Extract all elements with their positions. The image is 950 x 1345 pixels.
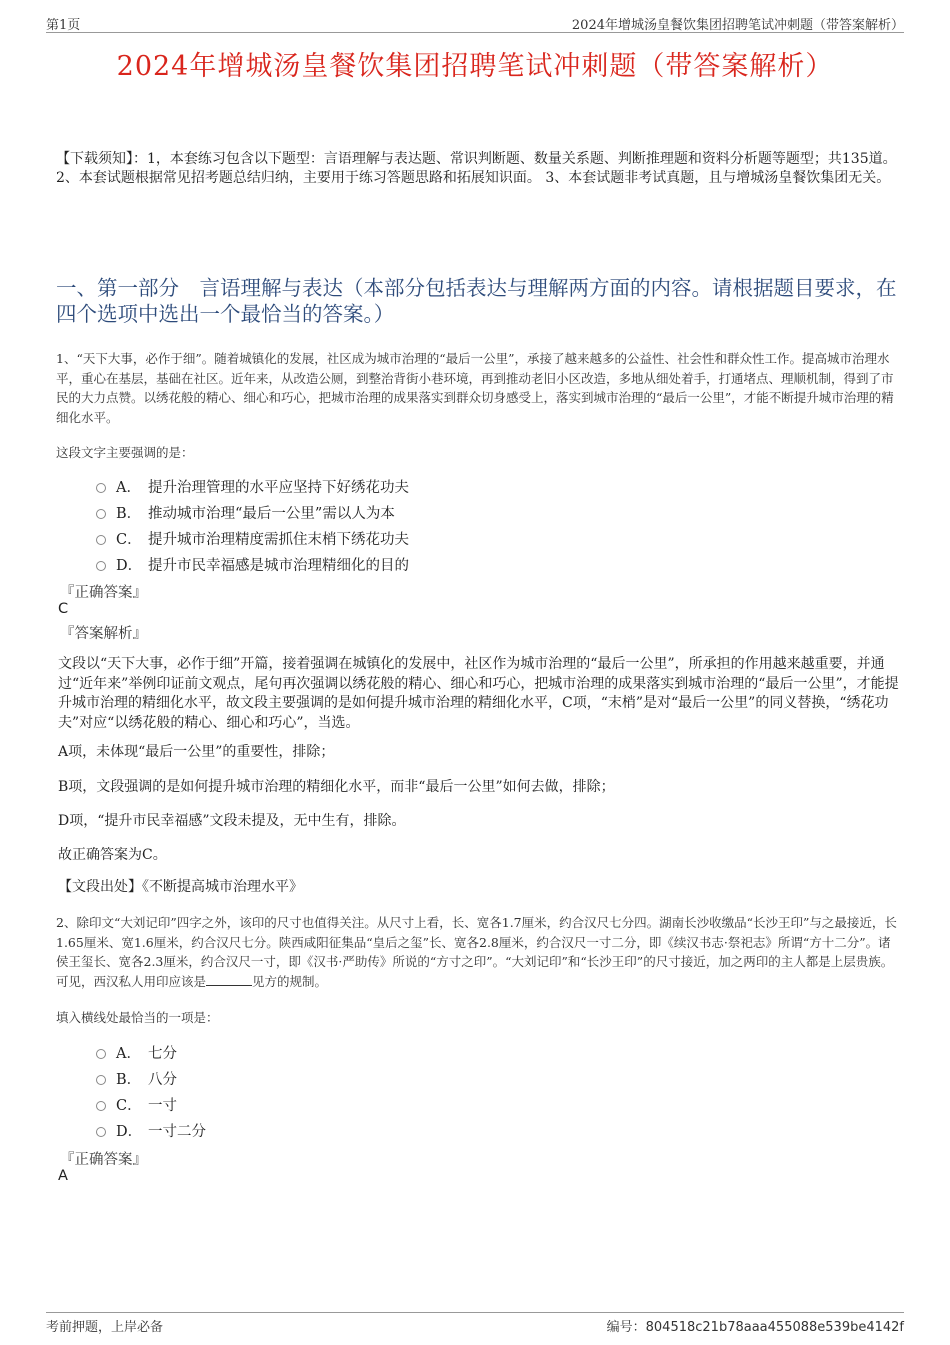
question-1-note-b: B项，文段强调的是如何提升城市治理的精细化水平，而非“最后一公里”如何去做，排除； (58, 779, 615, 795)
radio-icon[interactable] (96, 1049, 106, 1059)
question-2-prompt: 填入横线处最恰当的一项是： (56, 1010, 219, 1025)
footer-slogan: 考前押题，上岸必备 (46, 1320, 164, 1335)
question-1-note-a: A项，未体现“最后一公里”的重要性，排除； (58, 744, 335, 760)
footer-code (607, 1316, 904, 1335)
option-text: 提升市民幸福感是城市治理精细化的目的 (148, 557, 409, 574)
document-title: 2024年增城汤皇餐饮集团招聘笔试冲刺题（带答案解析） (116, 51, 834, 82)
question-1-conclusion: 故正确答案为C。 (58, 847, 167, 863)
option-key: A． (116, 479, 141, 496)
download-notice: 【下载须知】：1，本套练习包含以下题型：言语理解与表达题、常识判断题、数量关系题、判断推理题和资料分析题等题型；共135道。 2、本套试题根据常见招考题总结归纳，主要用于练习答题思路和拓展知识面。 3、本套试题非考试真题，且与增城汤皇餐饮集团无关。 (56, 151, 897, 186)
question-2-answer-label: 『正确答案』 (60, 1152, 147, 1168)
question-1-analysis: 文段以“天下大事，必作于细”开篇，接着强调在城镇化的发展中，社区作为城市治理的“最后一公里”，所承担的作用越来越重要，并通过“近年来”举例印证前文观点，尾句再次强调以绣花般的精心、细心和巧心，把城市治理的成果落实到城市治理的“最后一公里”，才能提升城市治理的精细化水平，故文段主要强调的是如何提升城市治理的精细化水平，C项，“末梢”是对“最后一公里”的同义替换，“绣花功夫”对应“以绣花般的精心、细心和巧心”，当选。 (58, 656, 899, 731)
page-header (46, 12, 904, 33)
radio-icon[interactable] (96, 509, 106, 519)
radio-icon[interactable] (96, 1075, 106, 1085)
radio-icon[interactable] (96, 535, 106, 545)
question-1-source: 【文段出处】《不断提高城市治理水平》 (58, 879, 303, 895)
question-1-answer: C (58, 601, 69, 617)
radio-icon[interactable] (96, 1101, 106, 1111)
option-text: 一寸二分 (148, 1123, 206, 1140)
question-1-analysis-label: 『答案解析』 (60, 626, 147, 642)
question-2-text (56, 913, 901, 991)
question-1-option-b[interactable] (96, 499, 409, 525)
page-number: 第1页 (46, 18, 81, 33)
option-text: 七分 (148, 1045, 177, 1062)
question-2-text-after: 见方的规制。 (252, 973, 328, 989)
footer-code-label: 编号： (606, 1320, 646, 1335)
question-2-option-d[interactable] (96, 1117, 206, 1143)
footer-code-value: 804518c21b78aaa455088e539be4142f (645, 1320, 904, 1335)
question-1-prompt: 这段文字主要强调的是： (56, 445, 194, 460)
option-key: B． (116, 1071, 142, 1088)
option-text: 提升治理管理的水平应坚持下好绣花功夫 (148, 479, 409, 496)
option-key: D． (116, 557, 143, 574)
question-2-option-b[interactable] (96, 1065, 206, 1091)
question-1-options (96, 473, 409, 577)
option-key: B． (116, 505, 142, 522)
question-1-option-c[interactable] (96, 525, 409, 551)
question-1-answer-label: 『正确答案』 (60, 585, 147, 601)
page-footer (46, 1312, 904, 1337)
header-doc-title: 2024年增城汤皇餐饮集团招聘笔试冲刺题（带答案解析） (571, 18, 904, 33)
question-2-option-a[interactable] (96, 1039, 206, 1065)
question-1-option-d[interactable] (96, 551, 409, 577)
question-2-option-c[interactable] (96, 1091, 206, 1117)
option-text: 八分 (148, 1071, 177, 1088)
option-text: 提升城市治理精度需抓住末梢下绣花功夫 (148, 531, 409, 548)
option-key: A． (116, 1045, 141, 1062)
section-title: 一、第一部分 言语理解与表达（本部分包括表达与理解两方面的内容。请根据题目要求，在四个选项中选出一个最恰当的答案。） (56, 276, 897, 326)
radio-icon[interactable] (96, 1127, 106, 1137)
option-key: C． (116, 531, 142, 548)
option-key: C． (116, 1097, 142, 1114)
question-2-text-before: 2、除印文“大刘记印”四字之外，该印的尺寸也值得关注。从尺寸上看，长、宽各1.7厘米，约合汉尺七分四。湖南长沙收缴品“长沙王印”与之最接近，长1.65厘米、宽1.6厘米，约合汉尺七分。陕西咸阳征集品“皇后之玺”长、宽各2.8厘米，约合汉尺一寸二分，即《续汉书志·祭祀志》所谓“方十二分”。诸侯王玺长、宽各2.3厘米，约合汉尺一寸，即《汉书·严助传》所说的“方寸之印”。“大刘记印”和“长沙王印”的尺寸接近，加之两印的主人都是上层贵族。可见，西汉私人用印应该是 (56, 915, 897, 989)
radio-icon[interactable] (96, 483, 106, 493)
option-text: 一寸 (148, 1097, 177, 1114)
option-key: D． (116, 1123, 143, 1140)
option-text: 推动城市治理“最后一公里”需以人为本 (148, 505, 395, 522)
question-1-note-d: D项，“提升市民幸福感”文段未提及，无中生有，排除。 (58, 813, 406, 829)
question-1-option-a[interactable] (96, 473, 409, 499)
fill-blank (206, 973, 252, 986)
radio-icon[interactable] (96, 561, 106, 571)
question-2-options (96, 1039, 206, 1143)
question-1-text: 1、“天下大事，必作于细”。随着城镇化的发展，社区成为城市治理的“最后一公里”，承接了越来越多的公益性、社会性和群众性工作。提高城市治理水平，重心在基层，基础在社区。近年来，从改造公厕，到整治背街小巷环境，再到推动老旧小区改造，多地从细处着手，打通堵点、理顺机制，得到了市民的大力点赞。以绣花般的精心、细心和巧心，把城市治理的成果落实到群众切身感受上，落实到城市治理的“最后一公里”，才能不断提升城市治理的精细化水平。 (56, 351, 894, 425)
question-2-answer: A (58, 1168, 68, 1184)
